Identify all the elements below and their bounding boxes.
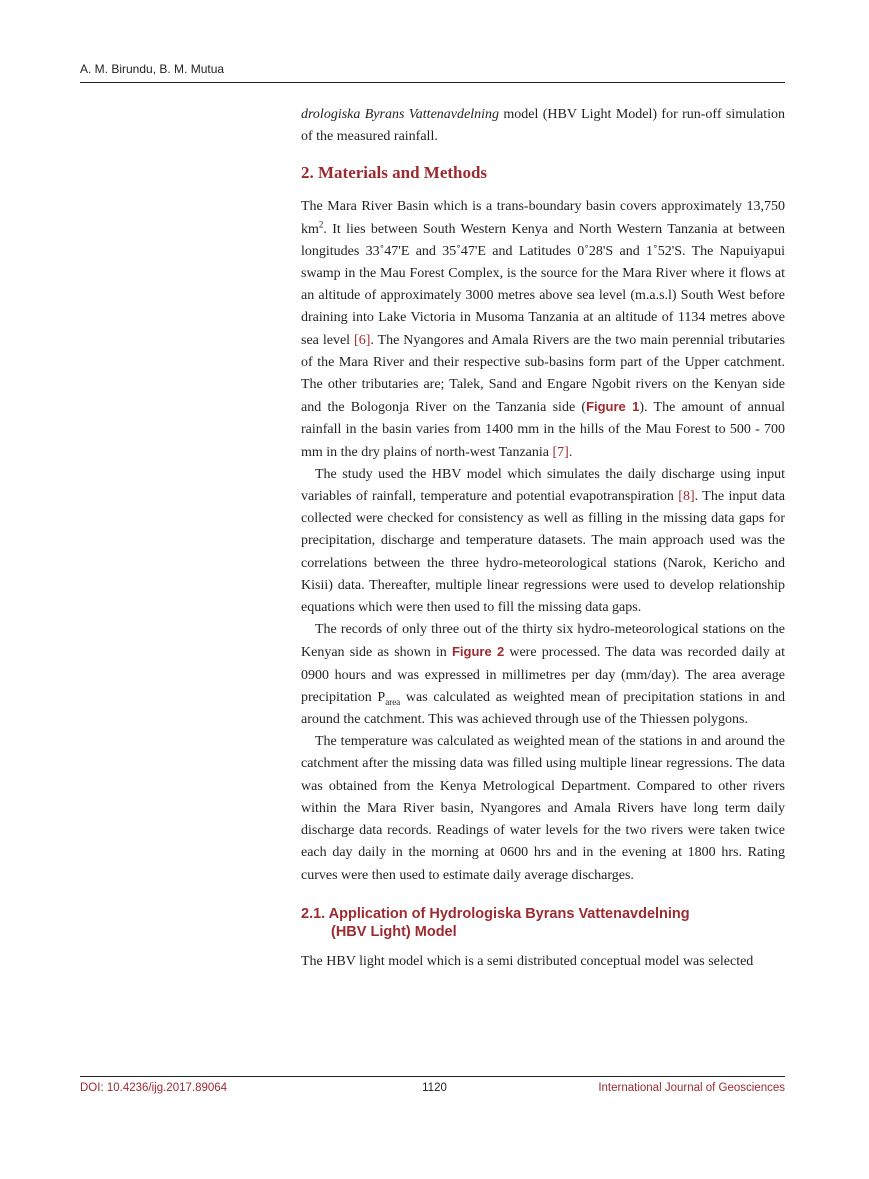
paragraph-hbv-model bbox=[301, 464, 785, 619]
footer-divider bbox=[80, 1076, 785, 1077]
footer-journal-link[interactable]: International Journal of Geosciences bbox=[598, 1082, 785, 1094]
text-run: The records of only three out of the thirty six hydro-meteorological stations on the Kenyan side as shown in bbox=[301, 622, 785, 661]
subsection-heading-line1: 2.1. Application of Hydrologiska Byrans Vattenavdelning bbox=[301, 905, 690, 922]
paragraph-hbv-light: The HBV light model which is a semi distributed conceptual model was selected bbox=[301, 953, 754, 969]
footer-doi-link[interactable]: DOI: 10.4236/ijg.2017.89064 bbox=[80, 1082, 228, 1094]
article-body bbox=[301, 104, 785, 973]
text-run: The Mara River Basin which is a trans-boundary basin covers approximately 13,750 km bbox=[301, 199, 785, 237]
paragraph-basin-description bbox=[301, 196, 785, 463]
page-number: 1120 bbox=[422, 1082, 447, 1094]
text-run: was calculated as weighted mean of precipitation stations in and around the catchment. This was achieved through use of the Thiessen polygons. bbox=[301, 689, 785, 728]
text-run: . bbox=[568, 444, 573, 460]
model-name-italic: drologiska Byrans Vattenavdelning bbox=[301, 107, 499, 122]
text-run: ). The amount of annual rainfall in the basin varies from 1400 mm in the hills of the Mau Forest to 500 - 700 mm in the dry plains of north-west Tanzania bbox=[301, 400, 785, 460]
subscript: area bbox=[385, 696, 401, 707]
paragraph-stations bbox=[301, 619, 785, 731]
superscript: 2 bbox=[318, 218, 324, 229]
running-header-authors: A. M. Birundu, B. M. Mutua bbox=[80, 62, 225, 76]
section-heading: 2. Materials and Methods bbox=[301, 163, 488, 183]
paragraph-temperature: The temperature was calculated as weighted mean of the stations in and around the catchment after the missing data was filled using multiple linear regressions. The data was obtained from the Kenya Metrological Department. Compared to other rivers within the Mara River basin, Nyangores and Amala Rivers have long term daily discharge data records. Readings of water levels for the two rivers were taken twice each day daily in the morning at 0600 hrs and in the evening at 1800 hrs. Rating curves were then used to estimate daily average discharges. bbox=[301, 734, 785, 883]
intro-text: model (HBV Light Model) for run-off simulation of the measured rainfall. bbox=[301, 107, 785, 145]
citation-link-8[interactable]: [8] bbox=[678, 489, 695, 505]
subsection-heading-line2: (HBV Light) Model bbox=[331, 923, 457, 940]
intro-continuation bbox=[301, 104, 785, 148]
text-run: . The input data collected were checked for consistency as well as filling in the missing data gaps for precipitation, discharge and temperature datasets. The main approach used was the correlations between the three hydro-meteorological stations (Narok, Kericho and Kisii) data. Thereafter, multiple linear regressions were used to develop relationship equations which were then used to fill the missing data gaps. bbox=[301, 489, 785, 616]
text-run: The study used the HBV model which simulates the daily discharge using input variables of rainfall, temperature and potential evapotranspiration bbox=[301, 466, 785, 505]
header-divider bbox=[80, 82, 785, 83]
figure-2-link[interactable]: Figure 2 bbox=[451, 644, 505, 660]
text-run: were processed. The data was recorded daily at 0900 hours and was expressed in millimetres per day (mm/day). The area average precipitation P bbox=[301, 645, 785, 705]
subsection-heading bbox=[301, 905, 785, 941]
text-run: . The Nyangores and Amala Rivers are the two main perennial tributaries of the Mara River and their respective sub-basins form part of the Upper catchment. The other tributaries are; Talek, Sand and Engare Ngobit rivers on the Kenyan side and the Bologonja River on the Tanzania side ( bbox=[301, 332, 786, 416]
figure-1-link[interactable]: Figure 1 bbox=[586, 399, 640, 415]
citation-link-6[interactable]: [6] bbox=[354, 332, 371, 348]
text-run: . It lies between South Western Kenya and North Western Tanzania at between longitudes 33˚47'E and 35˚47'E and Latitudes 0˚28'S and 1˚52'S. The Napuiyapui swamp in the Mau Forest Complex, is the source for the Mara River where it flows at an altitude of approximately 3000 metres above sea level (m.a.s.l) South West before draining into Lake Victoria in Musoma Tanzania at an altitude of 1134 metres above sea level bbox=[301, 221, 785, 348]
citation-link-7[interactable]: [7] bbox=[552, 444, 569, 460]
